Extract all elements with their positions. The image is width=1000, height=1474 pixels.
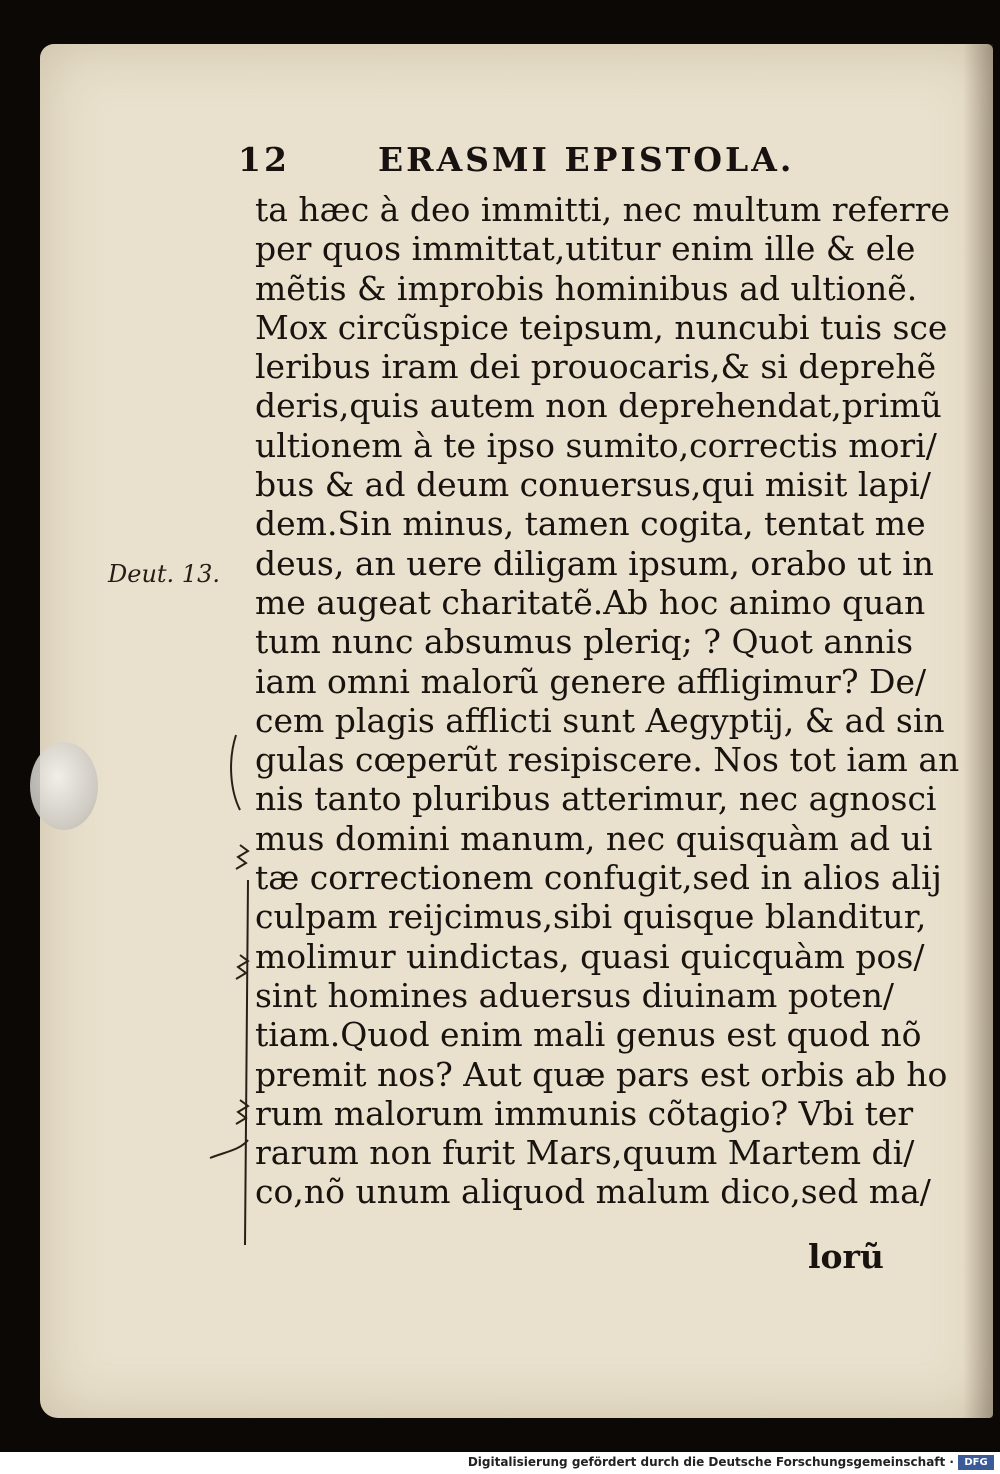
text-line: rum malorum immunis cõtagio? Vbi ter: [255, 1093, 914, 1133]
text-line: mus domini manum, nec quisquàm ad ui: [255, 818, 933, 858]
text-line: culpam reijcimus,sibi quisque blanditur,: [255, 897, 927, 937]
text-line: Mox circũspice teipsum, nuncubi tuis sce: [255, 307, 948, 347]
text-line: molimur uindictas, quasi quicquàm pos/: [255, 936, 925, 976]
dfg-logo: DFG: [958, 1455, 994, 1470]
footer-credit: Digitalisierung gefördert durch die Deutsche Forschungsgemeinschaft ·: [467, 1455, 954, 1469]
bracket-hook: [210, 1140, 248, 1158]
text-line: rarum non furit Mars,quum Martem di/: [255, 1133, 915, 1173]
bracket-upper: [231, 735, 240, 810]
running-head-title: ERASMI EPISTOLA.: [378, 140, 795, 179]
text-line: sint homines aduersus diuinam poten/: [255, 975, 894, 1015]
text-line: per quos immittat,utitur enim ille & ele: [255, 229, 916, 269]
text-line: dem.Sin minus, tamen cogita, tentat me: [255, 504, 926, 544]
text-line: bus & ad deum conuersus,qui misit lapi/: [255, 465, 931, 505]
footer-bar: [0, 1452, 1000, 1474]
squiggle-2: [236, 955, 248, 979]
text-line: me augeat charitatẽ.Ab hoc animo quan: [255, 582, 926, 622]
text-line: co,nõ unum aliquod malum dico,sed ma/: [255, 1172, 931, 1212]
text-line: ultionem à te ipso sumito,correctis mori/: [255, 425, 937, 465]
text-line: mẽtis & improbis hominibus ad ultionẽ.: [255, 268, 918, 308]
text-line: ta hæc à deo immitti, nec multum referre: [255, 190, 950, 229]
marginal-note: Deut. 13.: [108, 560, 220, 588]
text-line: tum nunc absumus pleriq; ? Quot annis: [255, 622, 914, 662]
text-line: gulas cœperũt resipiscere. Nos tot iam an: [255, 740, 960, 780]
text-line: premit nos? Aut quæ pars est orbis ab ho: [255, 1054, 948, 1094]
bracket-line: [245, 880, 248, 1245]
text-line: deris,quis autem non deprehendat,primũ: [255, 386, 942, 426]
text-line: iam omni malorũ genere affligimur? De/: [255, 661, 927, 701]
text-line: deus, an uere diligam ipsum, orabo ut in: [255, 543, 934, 583]
page-number: 12: [238, 140, 290, 179]
text-line: leribus iram dei prouocaris,& si deprehẽ: [255, 347, 937, 387]
text-line: tæ correctionem confugit,sed in alios alij: [255, 858, 942, 898]
squiggle-1: [236, 845, 248, 869]
text-line: tiam.Quod enim mali genus est quod nõ: [255, 1015, 922, 1055]
text-line: nis tanto pluribus atterimur, nec agnosci: [255, 779, 937, 819]
catchword: lorũ: [808, 1237, 884, 1276]
text-line: cem plagis afflicti sunt Aegyptij, & ad sin: [255, 700, 945, 740]
